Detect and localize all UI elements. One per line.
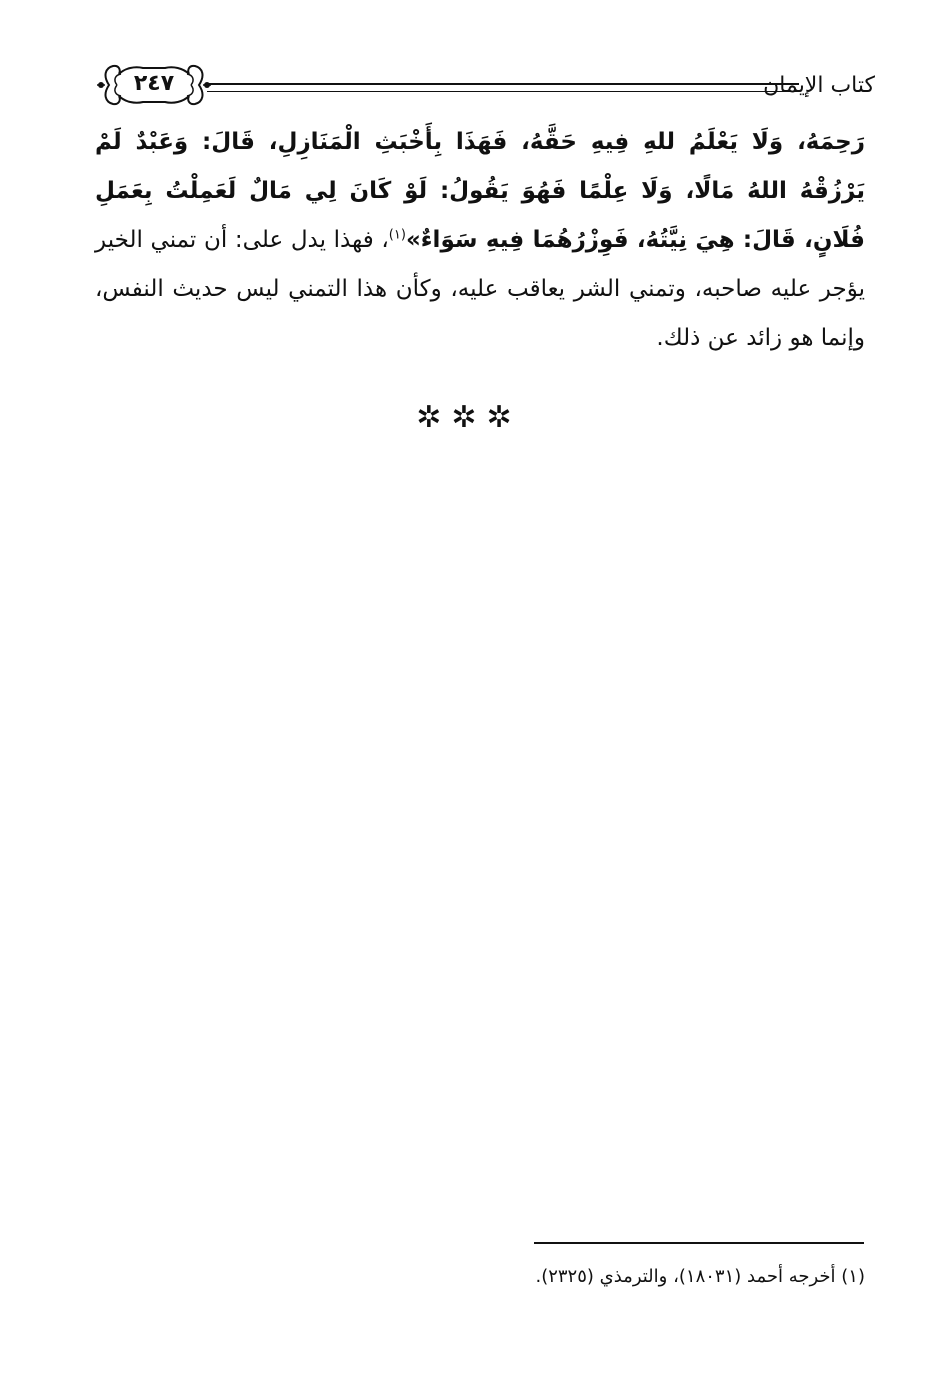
commentary-text: ، فهذا يدل على: أن تمني الخير يؤجر عليه صاحبه، وتمني الشر يعاقب عليه، وكأن هذا التمني ليس حديث النفس، وإنما هو زائد عن ذلك. bbox=[95, 227, 865, 351]
book-title: كتاب الإيمان bbox=[763, 73, 875, 98]
page-number-badge bbox=[95, 62, 213, 108]
footnote-rule bbox=[534, 1242, 864, 1244]
page-header bbox=[95, 62, 875, 112]
footnote: (١) أخرجه أحمد (١٨٠٣١)، والترمذي (٢٣٢٥). bbox=[535, 1266, 865, 1287]
footnote-reference: (١) bbox=[388, 227, 406, 243]
section-separator-stars: ✲✲✲ bbox=[416, 400, 522, 435]
page-number: ٢٤٧ bbox=[133, 71, 175, 96]
body-paragraph bbox=[95, 118, 865, 363]
hadith-text: رَحِمَهُ، وَلَا يَعْلَمُ للهِ فِيهِ حَقَّهُ، فَهَذَا بِأَخْبَثِ الْمَنَازِلِ، قَالَ: وَعَبْدٌ لَمْ يَرْزُقْهُ اللهُ مَالًا، وَلَا عِلْمًا فَهُوَ يَقُولُ: لَوْ كَانَ لِي مَالٌ لَعَمِلْتُ بِعَمَلِ فُلَانٍ، قَالَ: هِيَ نِيَّتُهُ، فَوِزْرُهُمَا فِيهِ سَوَاءٌ» bbox=[95, 129, 865, 253]
header-rule bbox=[207, 83, 799, 92]
